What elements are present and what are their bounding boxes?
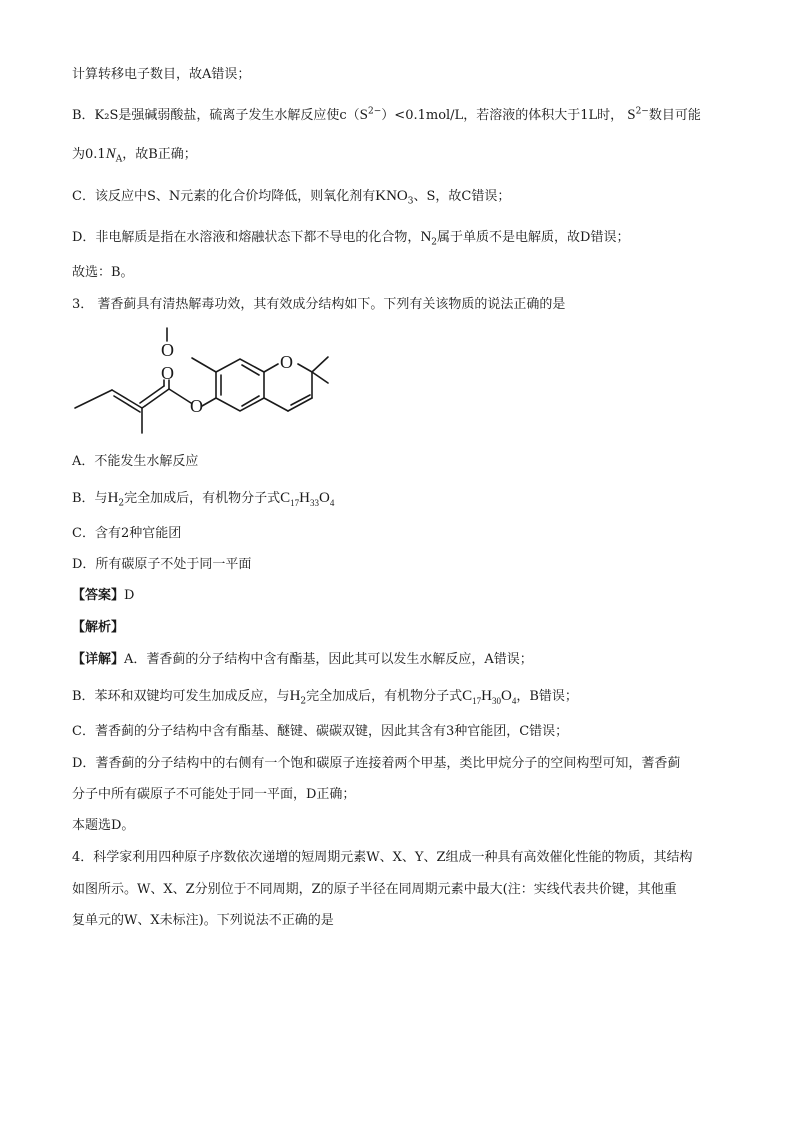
text-segment: C．该反应中S、N元素的化合价均降低，则氧化剂有 [72, 189, 376, 204]
sulfide-symbol: S [359, 107, 369, 123]
charge-superscript: 2− [368, 106, 382, 117]
prev-option-d [72, 228, 629, 247]
subscript: 17 [472, 696, 482, 706]
answer-value: D [124, 588, 135, 603]
formula-n2: N [420, 229, 432, 245]
formula-c17h30o4 [462, 688, 516, 704]
option-c: C．含有2种官能团 [72, 526, 182, 541]
analysis-label: 【解析】 [72, 620, 125, 635]
prev-option-b-line-2 [72, 145, 197, 164]
subscript: 2 [431, 237, 438, 248]
text-segment: D．非电解质是指在水溶液和熔融状态下都不导电的化合物， [72, 230, 421, 245]
subscript: 4 [511, 696, 517, 706]
question-3-stem: 3． 蓍香蓟具有清热解毒功效，其有效成分结构如下。下列有关该物质的说法正确的是 [72, 297, 566, 312]
question-4-line-1: 4．科学家利用四种原子序数依次递增的短周期元素W、X、Y、Z组成一种具有高效催化性能的物质，其结构 [72, 850, 693, 865]
detail-d-line-1: D．蓍香蓟的分子结构中的右侧有一个饱和碳原子连接着两个甲基，类比甲烷分子的空间构型可知，蓍香蓟 [72, 756, 681, 771]
subscript: 4 [329, 498, 335, 508]
atom-h: H [481, 688, 493, 704]
text-segment: ，B错误； [516, 689, 578, 704]
detail-label: 【详解】 [72, 652, 125, 667]
answer-line [72, 587, 134, 605]
option-b [72, 489, 334, 508]
text-segment: 、S，故C错误； [413, 189, 511, 204]
sulfide-symbol: S [627, 107, 636, 123]
prev-option-b-line-1 [72, 106, 701, 125]
formula-kno3: KNO [375, 188, 408, 204]
subscript: 30 [492, 696, 502, 706]
text-segment: A．蓍香蓟的分子结构中含有酯基，因此其可以发生水解反应，A错误； [124, 652, 533, 667]
detail-end: 本题选D。 [72, 818, 135, 833]
option-d: D．所有碳原子不处于同一平面 [72, 557, 252, 572]
formula-c17h33o4 [280, 490, 334, 506]
molecule-structure-diagram [70, 325, 330, 440]
text-segment: 为0.1 [72, 147, 106, 162]
atom-o: O [319, 490, 330, 506]
subscript: 2 [300, 696, 307, 707]
detail-c: C．蓍香蓟的分子结构中含有酯基、醚键、碳碳双键，因此其含有3种官能团，C错误； [72, 724, 569, 739]
avogadro-symbol: N [105, 146, 116, 162]
answer-label: 【答案】 [72, 588, 125, 603]
atom-c: C [462, 688, 473, 704]
text-segment: 完全加成后，有机物分子式 [306, 689, 463, 704]
subscript: 17 [290, 498, 300, 508]
formula-h2: H [107, 490, 119, 506]
subscript: A [115, 154, 123, 165]
text-segment: B．与 [72, 491, 108, 506]
subscript: 2 [118, 498, 125, 509]
carbonyl-oxygen-label: O [161, 363, 174, 383]
text-segment: 数目可能 [648, 108, 701, 123]
methoxy-oxygen-label: O [161, 340, 174, 360]
prev-answer: 故选：B。 [72, 265, 134, 280]
text-segment: B．苯环和双键均可发生加成反应，与 [72, 689, 290, 704]
ester-oxygen-label: O [190, 396, 203, 416]
atom-o: O [501, 688, 512, 704]
prev-line-1: 计算转移电子数目，故A错误； [72, 67, 251, 82]
prev-option-c [72, 187, 510, 206]
subscript: 33 [310, 498, 320, 508]
detail-b [72, 687, 578, 706]
charge-superscript: 2− [635, 106, 649, 117]
formula-h2: H [289, 688, 301, 704]
subscript: 3 [407, 196, 414, 207]
atom-c: C [280, 490, 291, 506]
option-a: A．不能发生水解反应 [72, 454, 199, 469]
detail-a [72, 651, 533, 669]
text-segment: 属于单质不是电解质，故D错误； [437, 230, 630, 245]
question-4-line-2: 如图所示。W、X、Z分别位于不同周期，Z的原子半径在同周期元素中最大(注：实线代表共价键，其他重 [72, 882, 677, 897]
text-segment: ）<0.1mol/L，若溶液的体积大于1L时， [381, 108, 624, 123]
text-segment: B．K₂S是强碱弱酸盐，硫离子发生水解反应使c（ [72, 108, 360, 123]
text-segment: 完全加成后，有机物分子式 [124, 491, 281, 506]
question-4-line-3: 复单元的W、X未标注)。下列说法不正确的是 [72, 913, 334, 928]
atom-h: H [299, 490, 311, 506]
ring-oxygen-label: O [280, 352, 293, 372]
text-segment: ，故B正确； [122, 147, 197, 162]
detail-d-line-2: 分子中所有碳原子不可能处于同一平面，D正确； [72, 787, 356, 802]
